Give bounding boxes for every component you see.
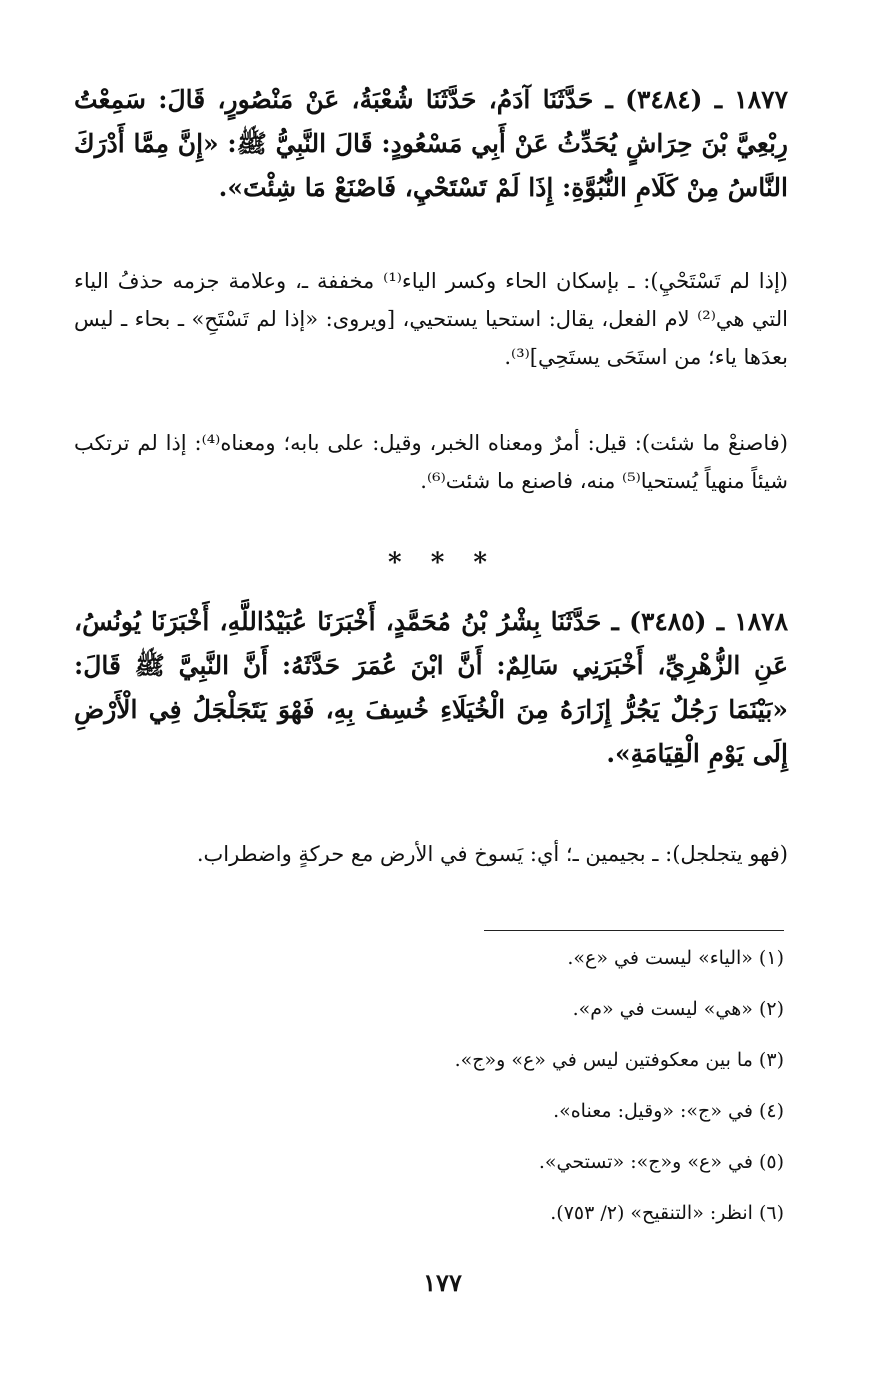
footnote-1: (١) «الياء» ليست في «ع». — [567, 947, 784, 969]
footnotes — [74, 945, 784, 1251]
footnote-3: (٣) ما بين معكوفتين ليس في «ع» و«ج». — [454, 1049, 784, 1071]
commentary-fasna: (فاصنعْ ما شئت): قيل: أمرٌ ومعناه الخبر، وقيل: على بابه؛ ومعناه⁽⁴⁾: إذا لم ترتكب شيئاً منهياً يُستحيا⁽⁵⁾ منه، فاصنع ما شئت⁽⁶⁾. — [74, 431, 788, 493]
footnote-4: (٤) في «ج»: «وقيل: معناه». — [553, 1100, 784, 1122]
commentary-yatajaljal: (فهو يتجلجل): ـ بجيمين ـ؛ أي: يَسوخ في الأرض مع حركةٍ واضطراب. — [196, 842, 788, 866]
section-separator: * * * — [388, 548, 497, 578]
footnote-2: (٢) «هي» ليست في «م». — [572, 998, 784, 1020]
hadith-1877: ١٨٧٧ ـ (٣٤٨٤) ـ حَدَّثَنَا آدَمُ، حَدَّثَنَا شُعْبَةُ، عَنْ مَنْصُورٍ، قَالَ: سَمِعْتُ رِبْعِيَّ بْنَ حِرَاشٍ يُحَدِّثُ عَنْ أَبِي مَسْعُودٍ: قَالَ النَّبِيُّ ﷺ: «إِنَّ مِمَّا أَدْرَكَ النَّاسُ مِنْ كَلَامِ النُّبُوَّةِ: إِذَا لَمْ تَسْتَحْيِ، فَاصْنَعْ مَا شِئْتَ». — [74, 85, 789, 202]
page-number: ١٧٧ — [423, 1268, 462, 1297]
footnote-6: (٦) انظر: «التنقيح» (٢/ ٧٥٣). — [550, 1202, 784, 1224]
footnote-divider — [484, 930, 784, 931]
commentary-istahyi: (إذا لم تَسْتَحْيِ): ـ بإسكان الحاء وكسر الياء⁽¹⁾ مخففة ـ، وعلامة جزمه حذفُ الياء التي هي⁽²⁾ لام الفعل، يقال: استحيا يستحيي، [ويروى: «إذا لم تَسْتَحِ» ـ بحاء ـ ليس بعدَها ياء؛ من استَحَى يستَحِي]⁽³⁾. — [74, 269, 789, 369]
hadith-1878: ١٨٧٨ ـ (٣٤٨٥) ـ حَدَّثَنَا بِشْرُ بْنُ مُحَمَّدٍ، أَخْبَرَنَا عُبَيْدُاللَّهِ، أَخْبَرَنَا يُونُسُ، عَنِ الزُّهْرِيِّ، أَخْبَرَنِي سَالِمٌ: أَنَّ ابْنَ عُمَرَ حَدَّثَهُ: أَنَّ النَّبِيَّ ﷺ قَالَ: «بَيْنَمَا رَجُلٌ يَجُرُّ إِزَارَهُ مِنَ الْخُيَلَاءِ خُسِفَ بِهِ، فَهْوَ يَتَجَلْجَلُ فِي الْأَرْضِ إِلَى يَوْمِ الْقِيَامَةِ». — [74, 607, 788, 768]
footnote-5: (٥) في «ع» و«ج»: «تستحي». — [538, 1151, 784, 1173]
